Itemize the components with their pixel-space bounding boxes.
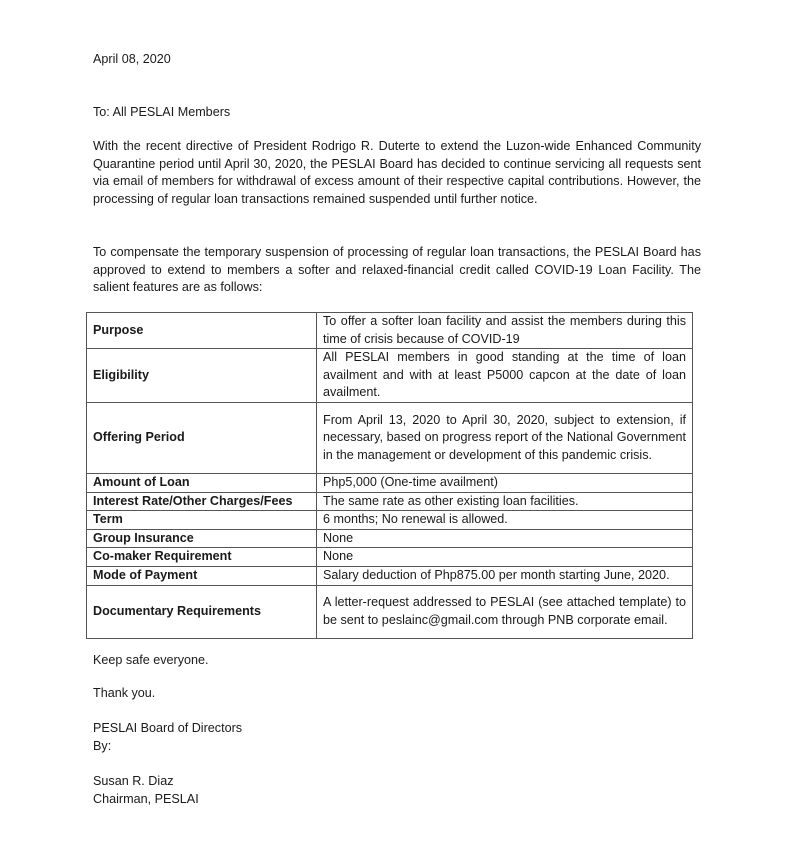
table-row (87, 349, 693, 403)
closing-thanks: Thank you. (93, 686, 156, 700)
feature-value: To offer a softer loan facility and assist the members during this time of crisis because of COVID-19 (317, 313, 693, 349)
feature-label: Amount of Loan (87, 473, 317, 492)
table-row (87, 529, 693, 548)
table-row (87, 566, 693, 585)
table-row (87, 473, 693, 492)
table-row (87, 511, 693, 530)
feature-value: None (317, 548, 693, 567)
paragraph-loan-facility: To compensate the temporary suspension of processing of regular loan transactions, the PESLAI Board has approved to extend to members a softer and relaxed-financial credit called COVID-19 Loan Facility. The salient features are as follows: (93, 245, 701, 295)
feature-label: Co-maker Requirement (87, 548, 317, 567)
loan-features-table (86, 312, 693, 639)
feature-label: Interest Rate/Other Charges/Fees (87, 492, 317, 511)
table-row (87, 313, 693, 349)
feature-label: Group Insurance (87, 529, 317, 548)
feature-label: Offering Period (87, 402, 317, 473)
feature-value: A letter-request addressed to PESLAI (see attached template) to be sent to peslainc@gmail.com through PNB corporate email. (317, 585, 693, 638)
feature-value: 6 months; No renewal is allowed. (317, 511, 693, 530)
table-row (87, 402, 693, 473)
signatory-organization: PESLAI Board of Directors (93, 721, 243, 735)
feature-label: Mode of Payment (87, 566, 317, 585)
table-row (87, 548, 693, 567)
table-row (87, 492, 693, 511)
table-row (87, 585, 693, 638)
feature-value: Php5,000 (One-time availment) (317, 473, 693, 492)
feature-value: None (317, 529, 693, 548)
feature-value: All PESLAI members in good standing at the time of loan availment and with at least P5000 capcon at the date of loan availment. (317, 349, 693, 403)
feature-value: The same rate as other existing loan facilities. (317, 492, 693, 511)
feature-label: Term (87, 511, 317, 530)
signatory-name: Susan R. Diaz (93, 774, 174, 788)
feature-value: From April 13, 2020 to April 30, 2020, subject to extension, if necessary, based on progress report of the National Government in the management or development of this pandemic crisis. (317, 402, 693, 473)
signatory-by: By: (93, 739, 112, 753)
feature-label: Purpose (87, 313, 317, 349)
paragraph-directive: With the recent directive of President Rodrigo R. Duterte to extend the Luzon-wide Enhanced Community Quarantine period until April 30, 2020, the PESLAI Board has decided to continue servicing all requests sent via email of members for withdrawal of excess amount of their respective capital contributions. However, the processing of regular loan transactions remained suspended until further notice. (93, 139, 701, 206)
feature-label: Eligibility (87, 349, 317, 403)
closing-keep-safe: Keep safe everyone. (93, 653, 209, 667)
signatory-title: Chairman, PESLAI (93, 792, 199, 806)
letter-date: April 08, 2020 (93, 52, 171, 66)
feature-value: Salary deduction of Php875.00 per month starting June, 2020. (317, 566, 693, 585)
recipient-line: To: All PESLAI Members (93, 105, 231, 119)
feature-label: Documentary Requirements (87, 585, 317, 638)
